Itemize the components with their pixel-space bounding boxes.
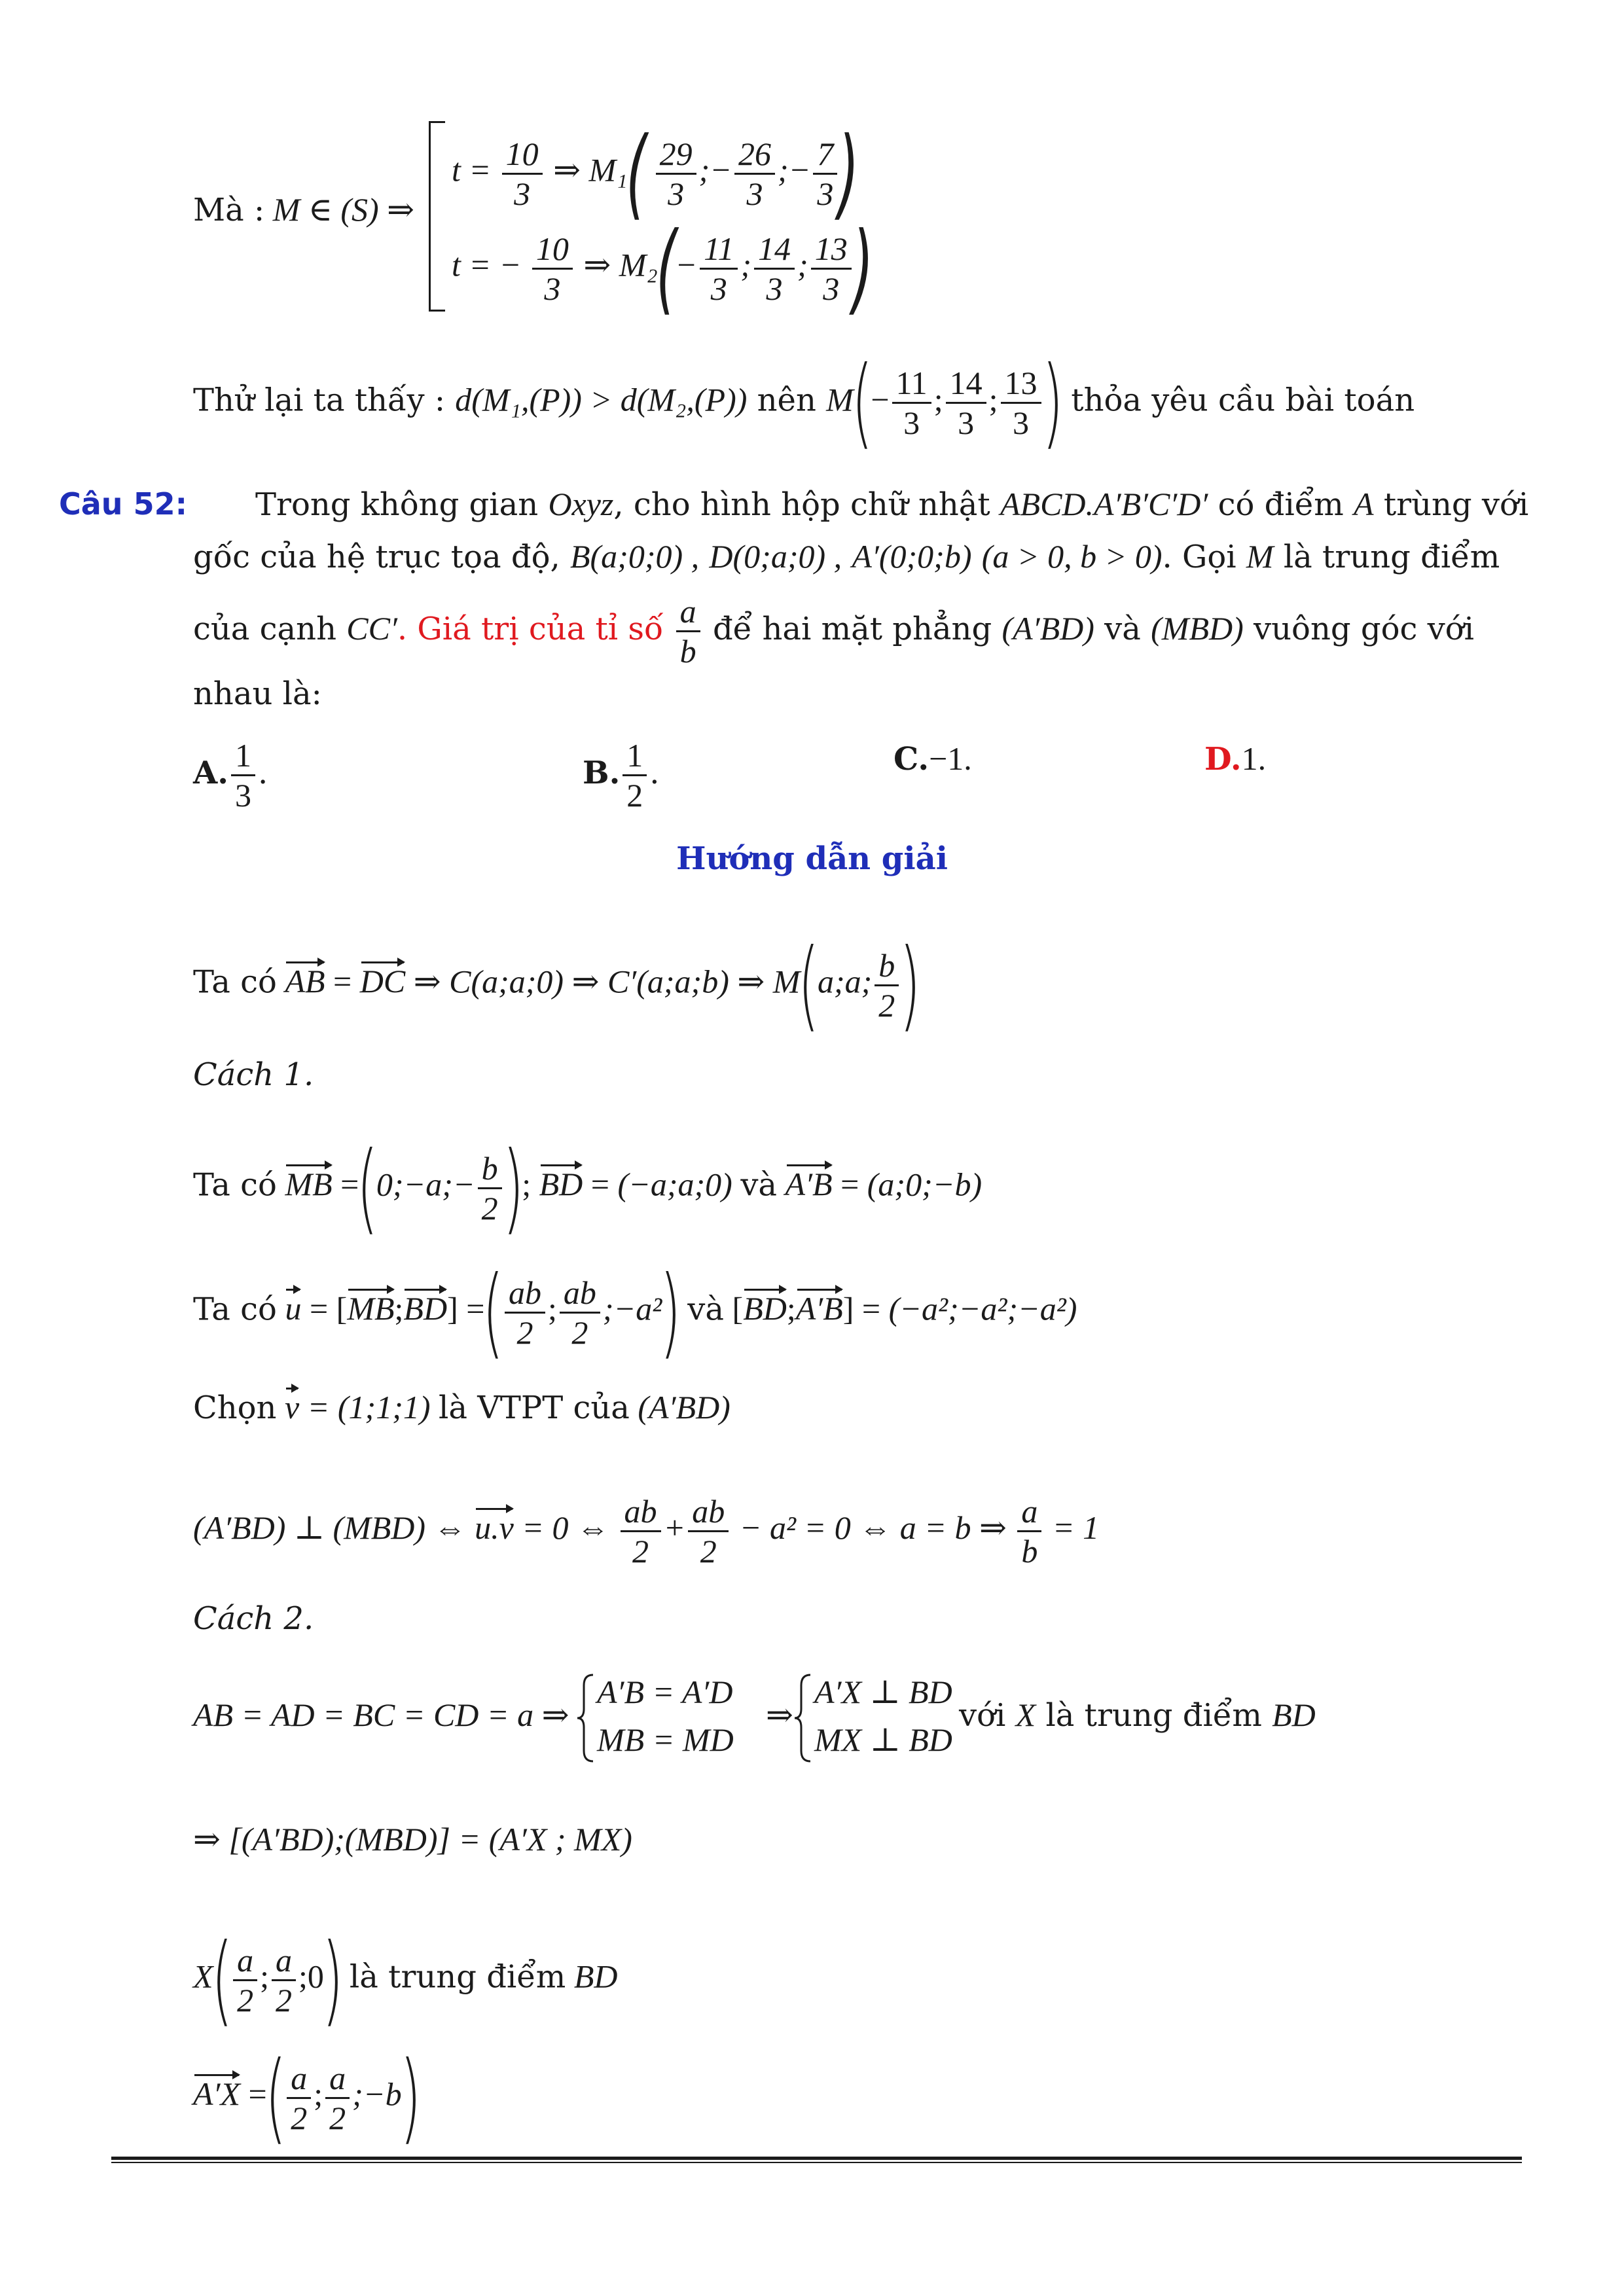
case2-t-fraction: $\frac{10}{3}$ [532,230,573,308]
question-text-2: gốc của hệ trục tọa độ, B(a;0;0) , D(0;a;0) , A′(0;0;b) (a > 0, b > 0). Gọi M là trung điểm [193,538,1500,575]
implies-arrow: ⇒ [766,1696,793,1733]
solution-heading: Hướng dẫn giải [676,840,948,877]
option-c[interactable]: C.−1. [893,740,972,778]
cach-2: Cách 2. [193,1600,314,1637]
solution-step-4: Chọn v = (1;1;1) là VTPT của (A′BD) [193,1389,731,1426]
question-label: Câu 52: [59,486,187,522]
correct-answer-letter: D. [1204,741,1242,778]
cach-1: Cách 1. [193,1056,314,1093]
ma-line [193,190,414,230]
system-1-row-1: A′B = A′D [597,1674,733,1710]
question-text-4: nhau là: [193,675,322,712]
option-d[interactable]: D.1. [1204,740,1267,778]
ma-label: Mà : [193,192,265,228]
case-bracket [429,121,445,312]
system-1-row-2: MB = MD [597,1721,734,1758]
solution-step-6-lhs: AB = AD = BC = CD = a ⇒ [193,1696,569,1733]
option-a[interactable]: A. $\frac{1}{3}$ . [193,737,268,814]
footer-rule [111,2157,1522,2160]
system-2-row-1: A′X ⊥ BD [814,1674,952,1710]
option-b[interactable]: B. $\frac{1}{2}$ . [583,737,660,814]
solution-step-8: X( $\frac{a}{2}$ ; $\frac{a}{2}$ ;0) là trung điểm BD [193,1923,618,2037]
question-text-3: của cạnh CC′. Giá trị của tỉ số $\frac{a}{b}$ để hai mặt phẳng (A′BD) và (MBD) vuông góc với [193,593,1474,670]
case-1: t = $\frac{10}{3}$ ⇒ M₁( $\frac{29}{3}$ ;− $\frac{26}{3}$ ;− $\frac{7}{3}$ ) [452,117,859,230]
red-question-part: . Giá trị của tỉ số [397,611,664,647]
brace-left-1 [576,1672,596,1764]
solution-step-5: (A′BD) ⊥ (MBD) ⇔ u.v = 0 ⇔ $\frac{ab}{2}$ + $\frac{ab}{2}$ − a² = 0 ⇔ a = b ⇒ $\frac{a}{b}$ = 1 [193,1493,1100,1570]
question-text-1: Trong không gian Oxyz, cho hình hộp chữ nhật ABCD.A′B′C′D′ có điểm A trùng với [255,486,1529,523]
solution-step-9: A′X =( $\frac{a}{2}$ ; $\frac{a}{2}$ ;−b) [193,2041,421,2155]
brace-left-2 [793,1672,813,1764]
footer-rule-thin [111,2162,1522,2163]
system-2-row-2: MX ⊥ BD [814,1721,952,1758]
solution-step-7: ⇒ [(A′BD);(MBD)] = (A′X ; MX) [193,1821,632,1857]
solution-step-1: Ta có AB = DC ⇒ C(a;a;0) ⇒ C′(a;a;b) ⇒ M(a;a; $\frac{b}{2}$ ) [193,928,921,1042]
case1-t-fraction: $\frac{10}{3}$ [502,135,543,213]
ma-condition: M ∈ (S) ⇒ [272,191,415,228]
question-line-1 [59,484,187,524]
solution-step-6-tail: với X là trung điểm BD [959,1696,1316,1734]
solution-step-2: Ta có MB =(0;−a;− $\frac{b}{2}$ ); BD = (−a;a;0) và A′B = (a;0;−b) [193,1131,983,1245]
case-2: t = − $\frac{10}{3}$ ⇒ M₂(− $\frac{11}{3}$ ; $\frac{14}{3}$ ; $\frac{13}{3}$ ) [452,211,874,325]
solution-step-3: Ta có u = [MB;BD] =( $\frac{ab}{2}$ ; $\frac{ab}{2}$ ;−a²) và [BD;A′B] = (−a²;−a²;−a²) [193,1255,1077,1369]
check-line: Thử lại ta thấy : d(M₁,(P)) > d(M₂,(P)) nên M(− $\frac{11}{3}$ ; $\frac{14}{3}$ ; $\frac{13}{3}$ ) thỏa yêu cầu bài toán [193,346,1415,459]
